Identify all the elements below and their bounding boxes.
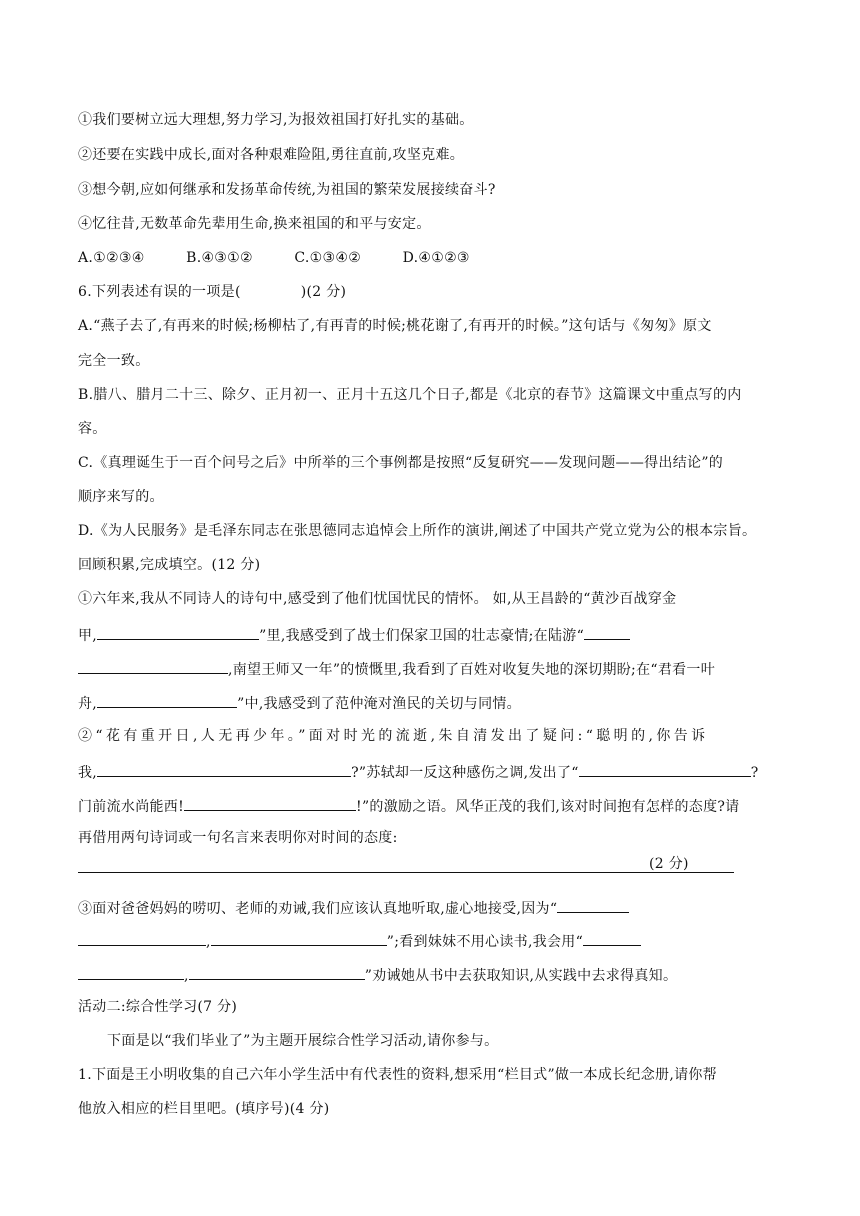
blank-luyou[interactable] <box>78 657 228 674</box>
q7-p2-score: (2 分) <box>649 856 689 872</box>
q6-option-b-line2: 容。 <box>78 421 107 437</box>
blank-parents-2[interactable] <box>211 929 387 946</box>
activity2-q1-line2: 他放入相应的栏目里吧。(填序号)(4 分) <box>78 1101 330 1117</box>
activity2-title: 活动二:综合性学习(7 分) <box>78 999 238 1015</box>
blank-wangchangling[interactable] <box>97 623 259 640</box>
q7-p3-line2: , ”;看到妹妹不用心读书,我会用“ <box>78 929 641 952</box>
q6-option-b-line1: B.腊八、腊月二十三、除夕、正月初一、正月十五这几个日子,都是《北京的春节》这篇课文中重点写的内 <box>78 387 742 403</box>
blank-sister-start[interactable] <box>583 929 641 946</box>
q6-option-c-line2: 顺序来写的。 <box>78 489 164 505</box>
option-b: B.④③①② <box>186 250 253 266</box>
blank-parents-1[interactable] <box>78 929 206 946</box>
option-d: D.④①②③ <box>402 250 470 266</box>
q7-p2-line3: 门前流水尚能西! !”的激励之语。风华正茂的我们,该对时间抱有怎样的态度?请 <box>78 794 739 817</box>
q7-p1-line1: ①六年来,我从不同诗人的诗句中,感受到了他们忧国忧民的情怀。 如,从王昌龄的“黄沙百战穿金 <box>78 591 677 607</box>
answer-line-time-attitude[interactable] <box>78 872 734 873</box>
q6-option-d: D.《为人民服务》是毛泽东同志在张思德同志追悼会上所作的演讲,阐述了中国共产党立党为公的根本宗旨。 <box>78 523 757 539</box>
option-a: A.①②③④ <box>78 250 145 266</box>
activity2-q1-line1: 1.下面是王小明收集的自己六年小学生活中有代表性的资料,想采用“栏目式”做一本成长纪念册,请你帮 <box>78 1067 717 1083</box>
blank-sister-1[interactable] <box>78 963 184 980</box>
option-c: C.①③④② <box>294 250 362 266</box>
q6-option-a-line1: A.“燕子去了,有再来的时候;杨柳枯了,有再青的时候;桃花谢了,有再开的时候。”这句话与《匆匆》原文 <box>78 318 712 334</box>
blank-zhuziqing[interactable] <box>97 760 351 777</box>
blank-sister-2[interactable] <box>189 963 365 980</box>
order-item-4: ④忆往昔,无数革命先辈用生命,换来祖国的和平与安定。 <box>78 216 431 232</box>
q6-option-a-line2: 完全一致。 <box>78 353 150 369</box>
q7-p2-line1: ②“花有重开日,人无再少年。”面对时光的流逝,朱自清发出了疑问:“聪明的,你告诉 <box>78 728 709 744</box>
q7-p3-line3: , ”劝诫她从书中去获取知识,从实践中去求得真知。 <box>78 963 677 986</box>
q7-p2-line4: 再借用两句诗词或一句名言来表明你对时间的态度: <box>78 830 398 846</box>
blank-fanzhongyan[interactable] <box>97 691 237 708</box>
order-item-3: ③想今朝,应如何继承和发扬革命传统,为祖国的繁荣发展接续奋斗? <box>78 182 496 198</box>
q6-stem: 6.下列表述有误的一项是( )(2 分) <box>78 284 347 300</box>
q7-p1-line4: 舟, ”中,我感受到了范仲淹对渔民的关切与同情。 <box>78 691 521 714</box>
order-item-2: ②还要在实践中成长,面对各种艰难险阻,勇往直前,攻坚克难。 <box>78 147 465 163</box>
activity2-intro: 下面是以“我们毕业了”为主题开展综合性学习活动,请你参与。 <box>107 1033 499 1049</box>
blank-parents-start[interactable] <box>557 896 629 913</box>
q7-p1-line2: 甲, ”里,我感受到了战士们保家卫国的壮志豪情;在陆游“ <box>78 623 630 646</box>
blank-sushi[interactable] <box>579 760 751 777</box>
q7-p2-line2: 我, ?”苏轼却一反这种感伤之调,发出了“ ? <box>78 760 759 783</box>
blank-sushi-2[interactable] <box>184 794 356 811</box>
order-item-1: ①我们要树立远大理想,努力学习,为报效祖国打好扎实的基础。 <box>78 112 474 128</box>
q7-title: 回顾积累,完成填空。(12 分) <box>78 557 261 573</box>
q6-option-c-line1: C.《真理诞生于一百个问号之后》中所举的三个事例都是按照“反复研究——发现问题——得出结论”的 <box>78 455 724 471</box>
order-options <box>78 248 470 268</box>
q7-p3-line1: ③面对爸爸妈妈的唠叨、老师的劝诫,我们应该认真地听取,虚心地接受,因为“ <box>78 896 629 919</box>
q7-p1-line3: ,南望王师又一年”的愤慨里,我看到了百姓对收复失地的深切期盼;在“君看一叶 <box>78 657 715 680</box>
blank-luyou-start[interactable] <box>584 623 630 640</box>
